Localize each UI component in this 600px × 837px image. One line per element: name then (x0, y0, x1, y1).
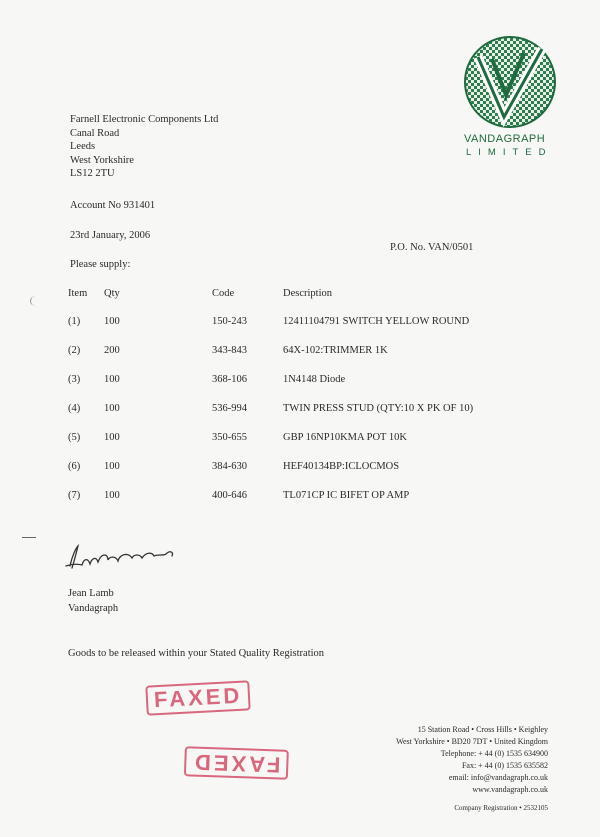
row-item: (3) (68, 374, 81, 385)
table-row (0, 431, 600, 445)
punch-mark (30, 296, 41, 306)
recipient-address (70, 113, 218, 181)
row-description: TWIN PRESS STUD (QTY:10 X PK OF 10) (283, 403, 474, 414)
company-subtitle: LIMITED (466, 147, 553, 158)
vandagraph-logo-icon (462, 35, 558, 130)
scan-mark (22, 537, 36, 538)
row-qty: 100 (104, 490, 120, 501)
row-description: TL071CP IC BIFET OP AMP (283, 490, 410, 501)
address-line: LS12 2TU (70, 168, 115, 179)
row-description: GBP 16NP10KMA POT 10K (283, 432, 407, 443)
po-number: P.O. No. VAN/0501 (390, 242, 474, 253)
quality-note: Goods to be released within your Stated Quality Registration (68, 648, 325, 659)
header-code: Code (212, 288, 235, 299)
company-logo (462, 35, 558, 130)
row-code: 343-843 (212, 345, 247, 356)
row-code: 350-655 (212, 432, 247, 443)
row-qty: 200 (104, 345, 120, 356)
header-description: Description (283, 288, 332, 299)
row-code: 384-630 (212, 461, 247, 472)
row-qty: 100 (104, 316, 120, 327)
address-line: West Yorkshire (70, 154, 134, 166)
footer-telephone: Telephone: + 44 (0) 1535 634900 (440, 749, 548, 758)
row-description: 1N4148 Diode (283, 374, 346, 385)
company-footer (396, 724, 548, 814)
signatory-name: Jean Lamb (68, 588, 114, 599)
row-item: (7) (68, 490, 81, 501)
footer-email: email: info@vandagraph.co.uk (448, 773, 548, 782)
faxed-stamp-inverted: FAXED (184, 746, 289, 780)
address-line: Farnell Electronic Components Ltd (70, 114, 219, 125)
table-row (0, 344, 600, 358)
signatory-company: Vandagraph (68, 603, 119, 614)
account-number: Account No 931401 (70, 200, 156, 211)
row-description: 64X-102:TRIMMER 1K (283, 345, 388, 356)
row-qty: 100 (104, 432, 120, 443)
intro-text: Please supply: (70, 259, 131, 270)
table-row (0, 373, 600, 387)
row-item: (5) (68, 432, 81, 443)
table-row (0, 315, 600, 329)
footer-website: www.vandagraph.co.uk (472, 785, 548, 794)
table-row (0, 489, 600, 503)
row-qty: 100 (104, 403, 120, 414)
table-row (0, 460, 600, 474)
row-description: HEF40134BP:ICLOCMOS (283, 461, 400, 472)
table-row (0, 402, 600, 416)
company-name: VANDAGRAPH (464, 133, 546, 145)
row-code: 368-106 (212, 374, 247, 385)
row-code: 150-243 (212, 316, 247, 327)
address-line: Canal Road (70, 127, 120, 139)
handwritten-signature-icon (62, 540, 182, 574)
row-item: (1) (68, 316, 81, 327)
header-item: Item (68, 288, 88, 299)
address-line: Leeds (70, 141, 96, 152)
row-description: 12411104791 SWITCH YELLOW ROUND (283, 316, 470, 327)
header-qty: Qty (104, 288, 120, 299)
row-item: (6) (68, 461, 81, 472)
footer-fax: Fax: + 44 (0) 1535 635582 (461, 761, 548, 770)
row-item: (4) (68, 403, 81, 414)
letter-date: 23rd January, 2006 (70, 230, 151, 241)
footer-registration: Company Registration • 2532105 (454, 804, 548, 812)
row-qty: 100 (104, 461, 120, 472)
row-qty: 100 (104, 374, 120, 385)
row-code: 536-994 (212, 403, 247, 414)
signature (62, 540, 182, 579)
footer-address-line: West Yorkshire • BD20 7DT • United Kingdom (396, 737, 548, 746)
footer-address-line: 15 Station Road • Cross Hills • Keighley (417, 725, 548, 734)
table-header (0, 287, 600, 301)
faxed-stamp: FAXED (145, 680, 251, 715)
row-code: 400-646 (212, 490, 247, 501)
row-item: (2) (68, 345, 81, 356)
